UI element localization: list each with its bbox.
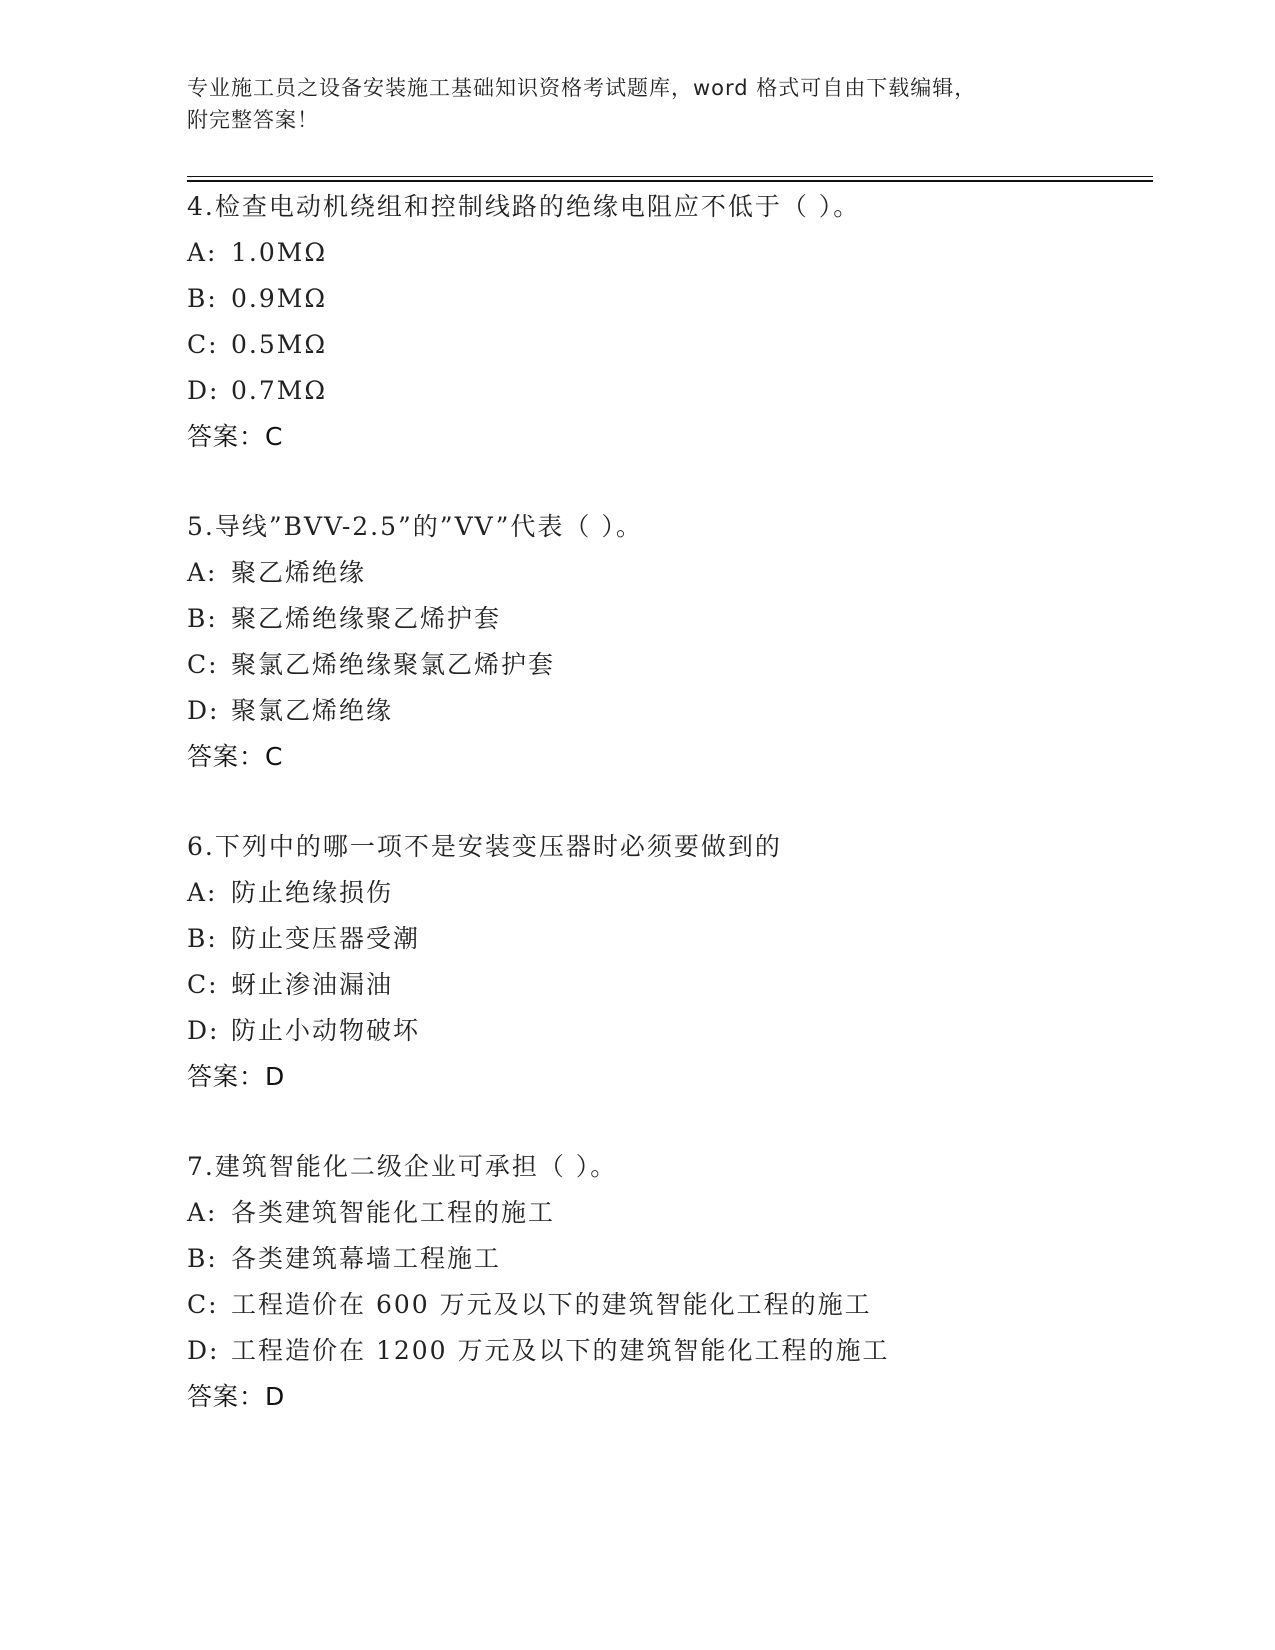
option-letter: C:	[187, 330, 219, 359]
header-divider-thick	[187, 180, 1153, 182]
question-text: 5.导线”BVV-2.5”的”VV”代表（ ）。	[187, 512, 643, 541]
option-d	[187, 1328, 1153, 1374]
option-a	[187, 230, 1153, 276]
option-text: 聚乙烯绝缘	[231, 558, 367, 587]
option-letter: A:	[187, 238, 218, 267]
option-letter: C:	[187, 1290, 219, 1319]
question-text: 4.检查电动机绕组和控制线路的绝缘电阻应不低于（ ）。	[187, 192, 861, 221]
option-c	[187, 1282, 1153, 1328]
option-text: 1.0MΩ	[231, 238, 328, 267]
option-b	[187, 916, 1153, 962]
option-b	[187, 1236, 1153, 1282]
option-letter: D:	[187, 1016, 220, 1045]
header-line-1: 专业施工员之设备安装施工基础知识资格考试题库，word 格式可自由下载编辑，	[187, 76, 977, 100]
option-letter: A:	[187, 1198, 218, 1227]
option-d	[187, 368, 1153, 414]
option-text: 0.7MΩ	[231, 376, 328, 405]
header-divider-thin	[187, 176, 1153, 177]
option-letter: B:	[187, 284, 218, 313]
option-text: 蚜止渗油漏油	[231, 970, 394, 999]
option-text: 聚氯乙烯绝缘	[231, 696, 394, 725]
option-text: 聚氯乙烯绝缘聚氯乙烯护套	[231, 650, 556, 679]
option-letter: B:	[187, 924, 218, 953]
question-block	[187, 504, 1153, 780]
question-block	[187, 824, 1153, 1100]
option-c	[187, 322, 1153, 368]
option-text: 聚乙烯绝缘聚乙烯护套	[231, 604, 502, 633]
option-a	[187, 1190, 1153, 1236]
option-letter: A:	[187, 878, 218, 907]
answer-text: 答案：D	[187, 1062, 286, 1091]
option-a	[187, 870, 1153, 916]
option-letter: D:	[187, 1336, 220, 1365]
question-block	[187, 184, 1153, 460]
option-letter: B:	[187, 1244, 218, 1273]
header-line-2: 附完整答案！	[187, 108, 319, 132]
option-d	[187, 1008, 1153, 1054]
option-c	[187, 962, 1153, 1008]
answer-text: 答案：C	[187, 422, 284, 451]
answer-text: 答案：C	[187, 742, 284, 771]
option-text: 防止绝缘损伤	[231, 878, 394, 907]
option-text: 各类建筑幕墙工程施工	[231, 1244, 502, 1273]
question-text: 7.建筑智能化二级企业可承担（ ）。	[187, 1152, 618, 1181]
question-text: 6.下列中的哪一项不是安装变压器时必须要做到的	[187, 832, 782, 861]
option-text: 防止小动物破坏	[231, 1016, 421, 1045]
option-b	[187, 276, 1153, 322]
option-a	[187, 550, 1153, 596]
question-block	[187, 1144, 1153, 1420]
option-text: 各类建筑智能化工程的施工	[231, 1198, 556, 1227]
option-text: 工程造价在 1200 万元及以下的建筑智能化工程的施工	[231, 1336, 890, 1365]
option-b	[187, 596, 1153, 642]
option-text: 防止变压器受潮	[231, 924, 421, 953]
answer-text: 答案：D	[187, 1382, 286, 1411]
option-text: 0.5MΩ	[231, 330, 328, 359]
option-letter: D:	[187, 376, 220, 405]
option-text: 工程造价在 600 万元及以下的建筑智能化工程的施工	[231, 1290, 872, 1319]
option-letter: C:	[187, 650, 219, 679]
option-c	[187, 642, 1153, 688]
option-text: 0.9MΩ	[231, 284, 328, 313]
option-letter: B:	[187, 604, 218, 633]
option-letter: D:	[187, 696, 220, 725]
option-letter: C:	[187, 970, 219, 999]
document-header	[187, 72, 1087, 136]
option-letter: A:	[187, 558, 218, 587]
option-d	[187, 688, 1153, 734]
